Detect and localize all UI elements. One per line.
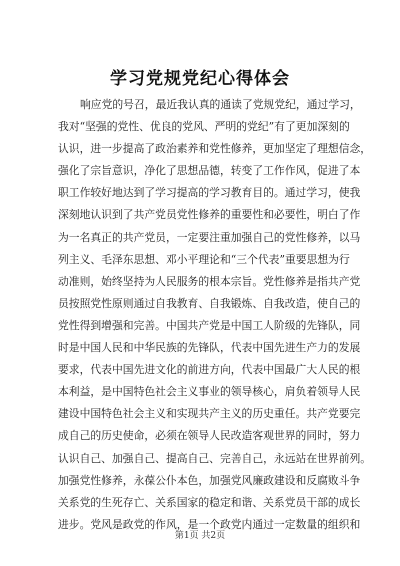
text-line: 响应党的号召，最近我认真的通读了党规党纪，通过学习， xyxy=(80,98,361,111)
text-line: 动准则，始终坚持为人民服务的根本宗旨。党性修养是指共产党 xyxy=(58,274,361,288)
text-line: 我对“坚强的党性、优良的党风、严明的党纪”有了更加深刻的 xyxy=(58,120,350,134)
text-line: 员按照党性原则通过自我教育、自我锻炼、自我改造，使自己的 xyxy=(58,296,361,310)
text-line: 成自己的历史使命，必须在领导人民改造客观世界的同时，努力 xyxy=(58,429,361,443)
text-line: 认识，进一步提高了政治素养和党性修养，更加坚定了理想信念， xyxy=(58,142,372,156)
page-number-footer: 第1页 共2页 xyxy=(174,531,226,541)
text-line: 建设中国特色社会主义和实现共产主义的历史重任。共产党要完 xyxy=(58,407,361,421)
text-line: 时是中国人民和中华民族的先锋队，代表中国先进生产力的发展 xyxy=(58,341,361,355)
text-line: 强化了宗旨意识，净化了思想品德，转变了工作作风，促进了本 xyxy=(58,164,361,178)
text-line: 职工作较好地达到了学习提高的学习教育目的。通过学习，使我 xyxy=(58,186,361,200)
text-line: 本利益，是中国特色社会主义事业的领导核心，肩负着领导人民 xyxy=(58,385,361,399)
text-line: 进步。党风是政党的作风，是一个政党内通过一定数量的组织和 xyxy=(58,517,361,531)
text-line: 要求，代表中国先进文化的前进方向，代表中国最广大人民的根 xyxy=(58,363,361,377)
text-line: 为一名真正的共产党员，一定要注重加强自己的党性修养，以马 xyxy=(58,230,361,244)
text-line: 深刻地认识到了共产党员党性修养的重要性和必要性，明白了作 xyxy=(58,208,361,222)
text-line: 关系党的生死存亡、关系国家的稳定和谐、关系党员干部的成长 xyxy=(58,495,361,509)
text-line: 党性得到增强和完善。中国共产党是中国工人阶级的先锋队，同 xyxy=(58,318,361,332)
body-paragraph xyxy=(58,94,372,536)
text-line: 认识自己、加强自己、提高自己、完善自己，永远站在世界前列。 xyxy=(58,451,372,465)
text-line: 加强党性修养，永葆公仆本色，加强党风廉政建设和反腐败斗争 xyxy=(58,473,361,487)
text-line: 列主义、毛泽东思想、邓小平理论和“三个代表”重要思想为行 xyxy=(58,252,350,266)
page-title: 学习党规党纪心得体会 xyxy=(110,69,290,89)
